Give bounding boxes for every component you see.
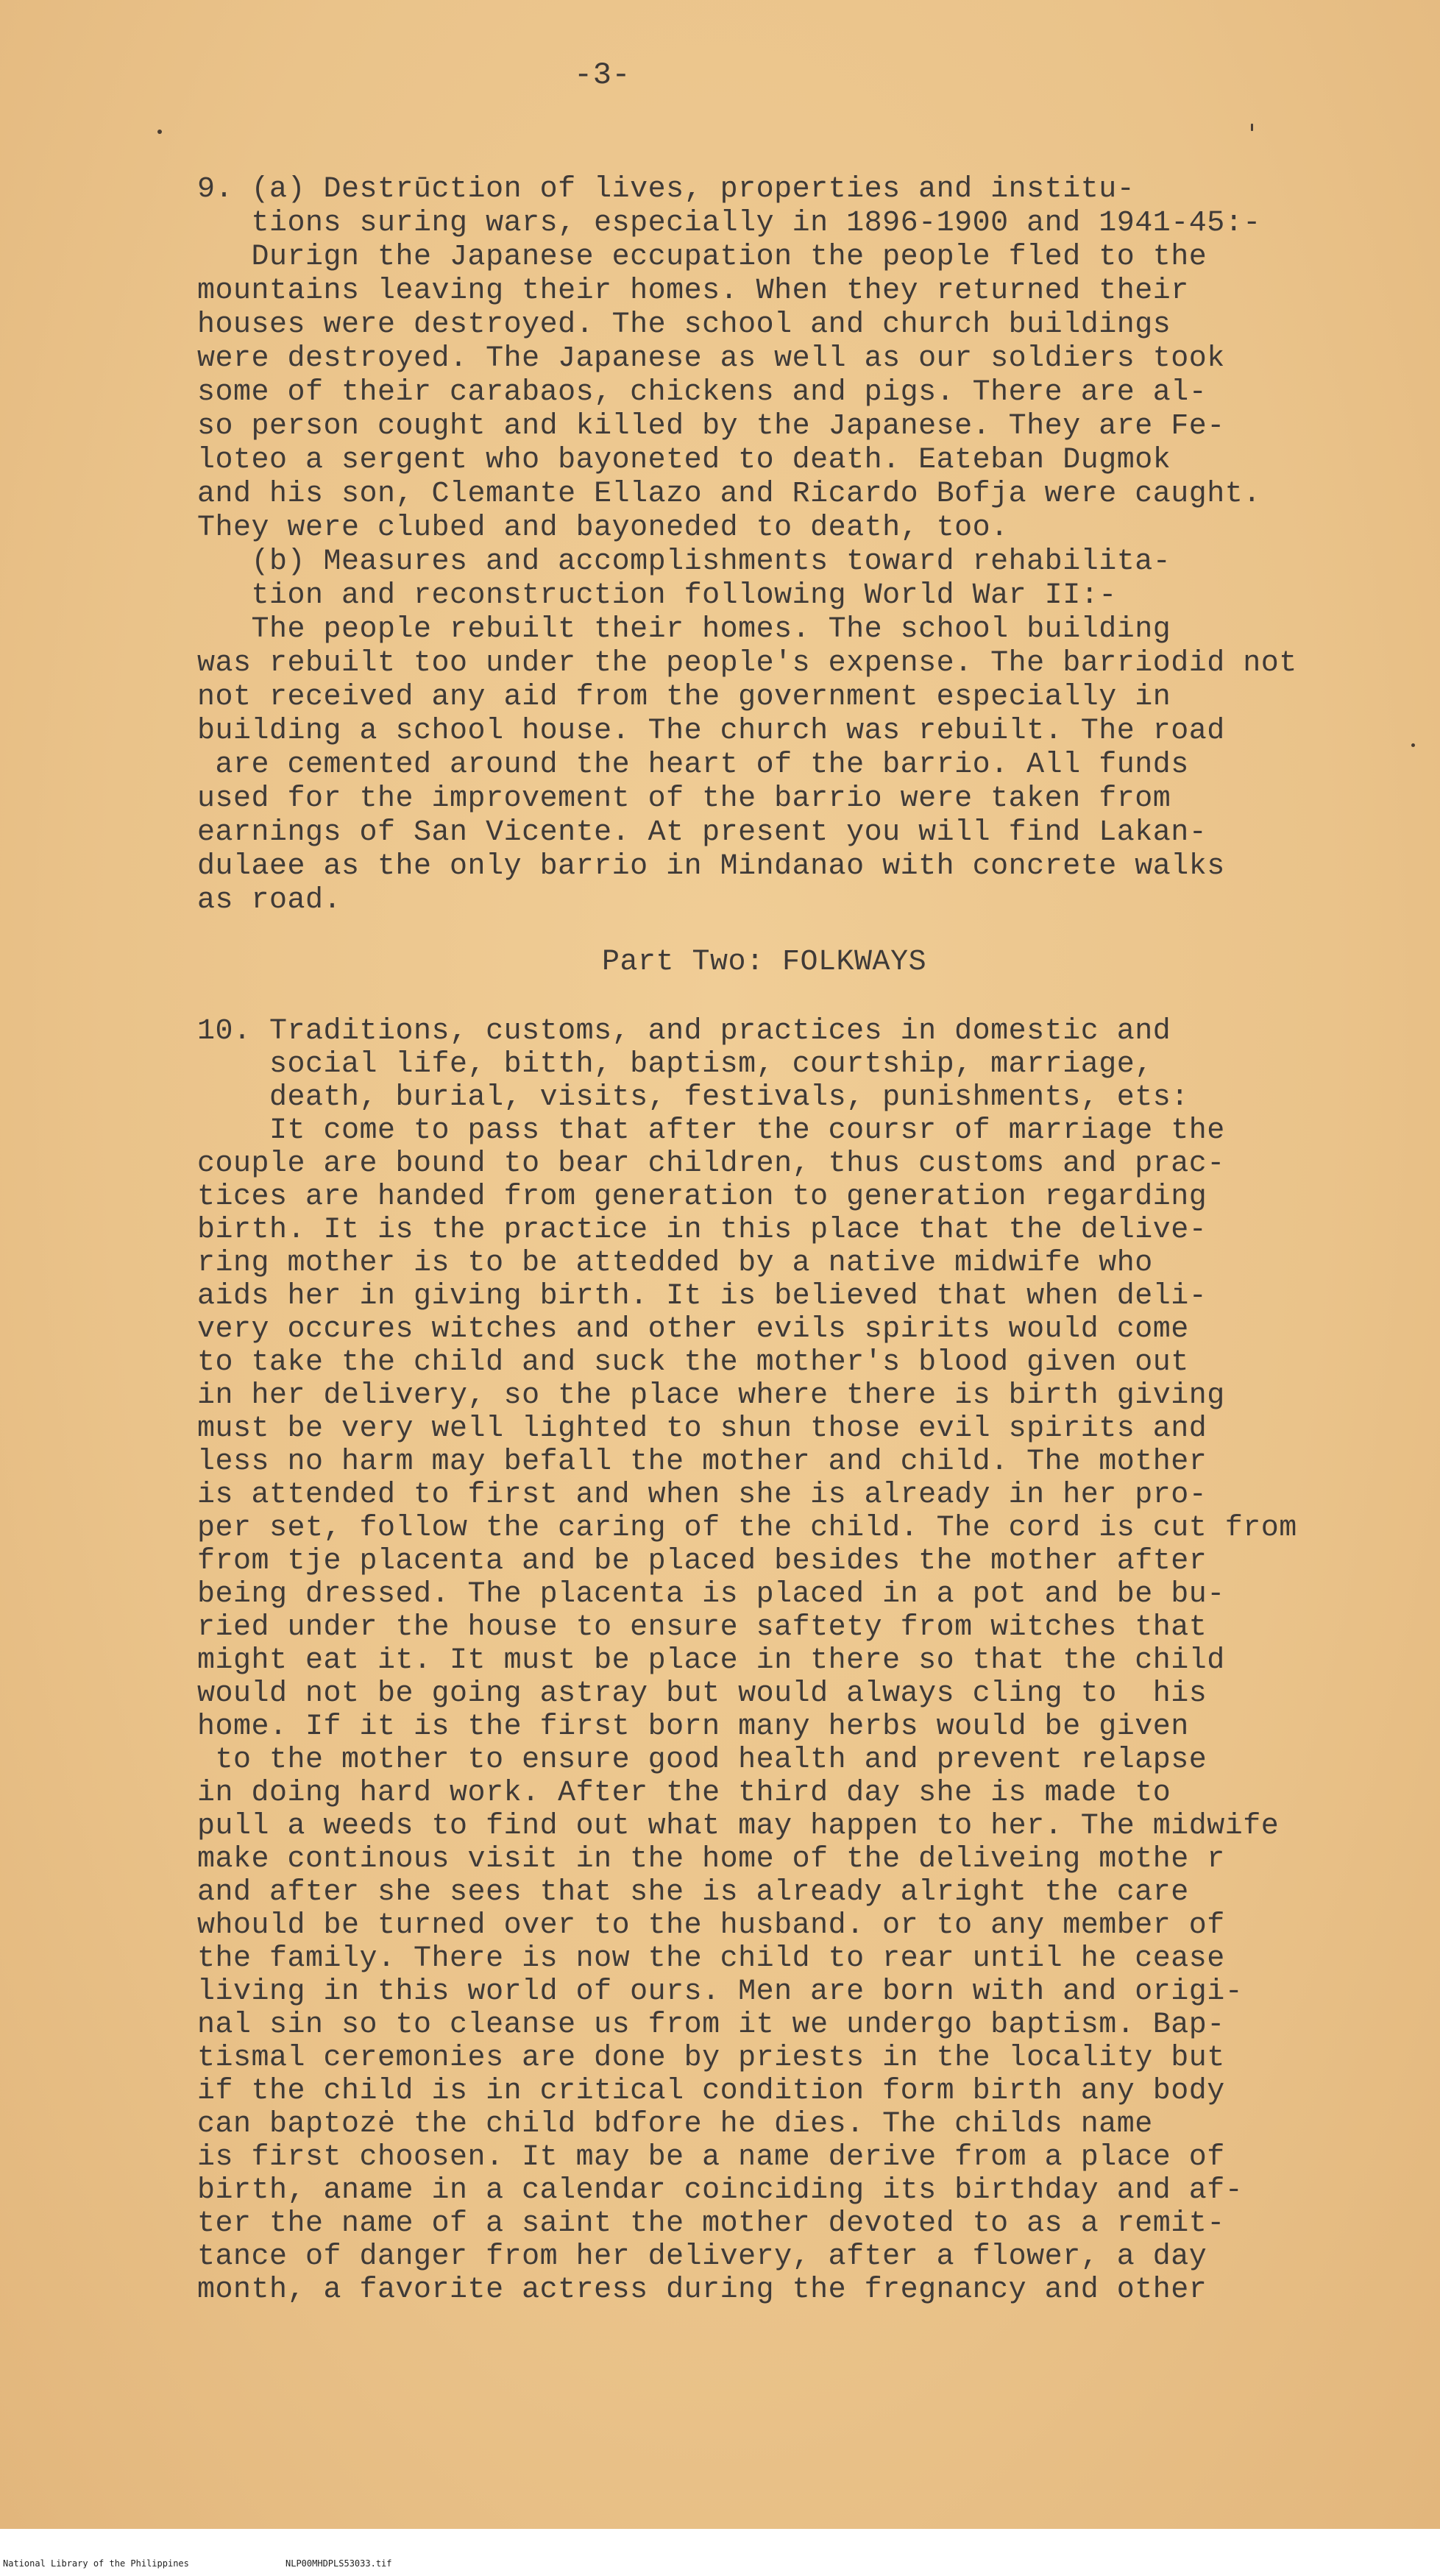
text-line: not received any aid from the government especially in: [197, 681, 1171, 714]
ink-speck: [1251, 124, 1253, 131]
text-line: might eat it. It must be place in there so that the child: [197, 1644, 1225, 1677]
text-line: The people rebuilt their homes. The school building: [197, 613, 1171, 646]
text-line: tance of danger from her delivery, after a flower, a day: [197, 2240, 1207, 2274]
text-line: whould be turned over to the husband. or to any member of: [197, 1909, 1225, 1942]
text-line: very occures witches and other evils spirits would come: [197, 1313, 1189, 1346]
text-line: social life, bitth, baptism, courtship, marriage,: [197, 1048, 1153, 1081]
text-line: It come to pass that after the coursr of marriage the: [197, 1114, 1225, 1147]
text-line: tions suring wars, especially in 1896-1900 and 1941-45:-: [197, 207, 1261, 240]
text-line: month, a favorite actress during the fregnancy and other: [197, 2274, 1207, 2307]
text-line: 9. (a) Destrūction of lives, properties and institu-: [197, 173, 1135, 206]
text-line: couple are bound to bear children, thus customs and prac-: [197, 1147, 1225, 1181]
text-line: birth, aname in a calendar coinciding its birthday and af-: [197, 2174, 1244, 2207]
text-line: mountains leaving their homes. When they returned their: [197, 275, 1189, 308]
text-line: so person cought and killed by the Japanese. They are Fe-: [197, 410, 1225, 443]
text-line: in doing hard work. After the third day she is made to: [197, 1777, 1171, 1810]
text-line: ried under the house to ensure saftety from witches that: [197, 1611, 1207, 1644]
text-line: 10. Traditions, customs, and practices in domestic and: [197, 1015, 1171, 1048]
text-line: (b) Measures and accomplishments toward rehabilita-: [197, 545, 1171, 578]
text-line: as road.: [197, 884, 342, 917]
scan-filename: NLP00MHDPLS53033.tif: [285, 2558, 392, 2569]
text-line: to the mother to ensure good health and prevent relapse: [197, 1744, 1207, 1777]
ink-speck: [1411, 743, 1415, 747]
text-line: aids her in giving birth. It is believed that when deli-: [197, 1280, 1207, 1313]
text-line: to take the child and suck the mother's blood given out: [197, 1346, 1189, 1379]
text-line: and after she sees that she is already alright the care: [197, 1876, 1189, 1909]
text-line: houses were destroyed. The school and church buildings: [197, 308, 1171, 342]
text-line: building a school house. The church was rebuilt. The road: [197, 715, 1225, 748]
text-line: are cemented around the heart of the barrio. All funds: [197, 749, 1189, 782]
text-line: if the child is in critical condition form birth any body: [197, 2075, 1225, 2108]
text-line: can baptozė the child bdfore he dies. The childs name: [197, 2108, 1153, 2141]
text-line: nal sin so to cleanse us from it we undergo baptism. Bap-: [197, 2009, 1225, 2042]
text-line: being dressed. The placenta is placed in a pot and be bu-: [197, 1578, 1225, 1611]
text-line: in her delivery, so the place where there is birth giving: [197, 1379, 1225, 1412]
part-heading: Part Two: FOLKWAYS: [602, 946, 927, 979]
text-line: would not be going astray but would always cling to his: [197, 1677, 1207, 1710]
text-line: death, burial, visits, festivals, punishments, ets:: [197, 1081, 1189, 1114]
library-credit: National Library of the Philippines: [3, 2558, 189, 2569]
text-line: per set, follow the caring of the child. The cord is cut from: [197, 1512, 1297, 1545]
text-line: ring mother is to be attedded by a native midwife who: [197, 1247, 1153, 1280]
text-line: is first choosen. It may be a name derive from a place of: [197, 2141, 1225, 2174]
text-line: tices are handed from generation to generation regarding: [197, 1181, 1207, 1214]
scan-footer: [0, 2529, 1440, 2576]
text-line: home. If it is the first born many herbs would be given: [197, 1710, 1189, 1744]
text-line: loteo a sergent who bayoneted to death. Eateban Dugmok: [197, 444, 1171, 477]
text-line: used for the improvement of the barrio were taken from: [197, 782, 1171, 815]
text-line: were destroyed. The Japanese as well as our soldiers took: [197, 342, 1225, 375]
text-line: dulaee as the only barrio in Mindanao with concrete walks: [197, 850, 1225, 883]
text-line: less no harm may befall the mother and child. The mother: [197, 1446, 1207, 1479]
page-number: -3-: [574, 57, 631, 93]
text-line: birth. It is the practice in this place that the delive-: [197, 1214, 1207, 1247]
text-line: earnings of San Vicente. At present you will find Lakan-: [197, 816, 1207, 849]
text-line: and his son, Clemante Ellazo and Ricardo Bofja were caught.: [197, 478, 1261, 511]
text-line: some of their carabaos, chickens and pigs. There are al-: [197, 376, 1207, 409]
text-line: ter the name of a saint the mother devoted to as a remit-: [197, 2207, 1225, 2240]
text-line: living in this world of ours. Men are born with and origi-: [197, 1975, 1244, 2009]
text-line: is attended to first and when she is already in her pro-: [197, 1479, 1207, 1512]
text-line: tismal ceremonies are done by priests in the locality but: [197, 2042, 1225, 2075]
text-line: was rebuilt too under the people's expense. The barriodid not: [197, 647, 1297, 680]
text-line: tion and reconstruction following World War II:-: [197, 579, 1117, 612]
ink-speck: [157, 130, 162, 134]
text-line: the family. There is now the child to rear until he cease: [197, 1942, 1225, 1975]
text-line: from tje placenta and be placed besides the mother after: [197, 1545, 1207, 1578]
text-line: make continous visit in the home of the deliveing mothe r: [197, 1843, 1225, 1876]
text-line: They were clubed and bayoneded to death, too.: [197, 512, 1009, 545]
text-line: Durign the Japanese eccupation the people fled to the: [197, 241, 1207, 274]
text-line: pull a weeds to find out what may happen to her. The midwife: [197, 1810, 1280, 1843]
text-line: must be very well lighted to shun those evil spirits and: [197, 1412, 1207, 1446]
